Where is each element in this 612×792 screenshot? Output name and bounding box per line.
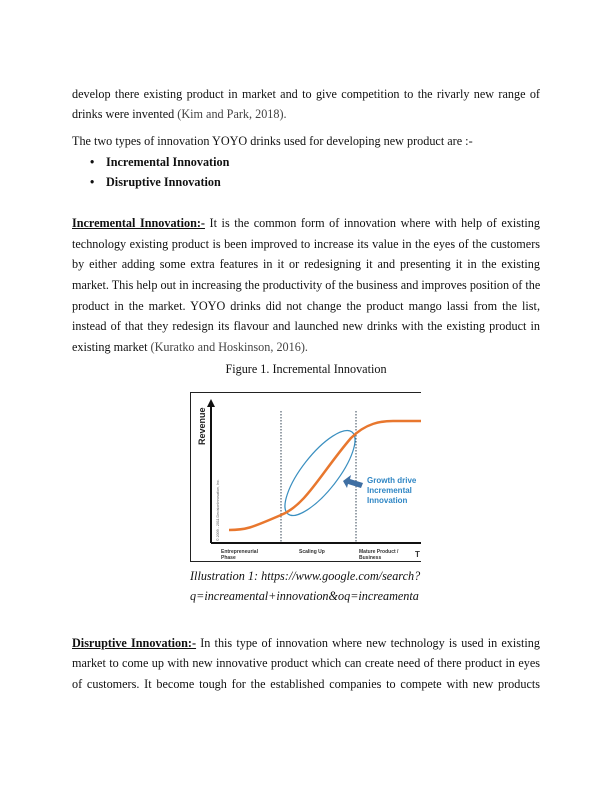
phase-label: Phase bbox=[221, 555, 236, 561]
annotation-line: Growth drive bbox=[367, 476, 417, 485]
figure-image bbox=[190, 392, 421, 562]
citation: (Kim and Park, 2018). bbox=[177, 107, 287, 121]
bullet-icon: • bbox=[90, 175, 95, 189]
body-text-line bbox=[72, 216, 540, 230]
illustration-caption: Illustration 1: https://www.google.com/search? bbox=[190, 569, 421, 583]
text: existing market bbox=[72, 340, 151, 354]
body-text-line: The two types of innovation YOYO drinks used for developing new product are :- bbox=[72, 134, 473, 148]
annotation-line: Incremental bbox=[367, 486, 412, 495]
body-text-line: technology existing product is been improved to increase its value in the eyes of the customers bbox=[72, 237, 540, 251]
body-text-line: of customers. It become tough for the established companies to compete with new products bbox=[72, 677, 540, 691]
arrow-icon bbox=[343, 475, 363, 488]
y-axis-label: Revenue bbox=[197, 407, 207, 445]
body-text-line bbox=[72, 636, 540, 650]
bullet-label: Incremental Innovation bbox=[106, 155, 230, 169]
body-text-line: instead of that they redesign its flavour and launched new drinks with the existing product in bbox=[72, 319, 540, 333]
body-text-line: by either adding some extra features in it or redesigning it and presenting it in the existing bbox=[72, 257, 540, 271]
body-text-line: develop there existing product in market and to give competition to the rivarly new range of bbox=[72, 87, 540, 101]
text: drinks were invented bbox=[72, 107, 178, 121]
phase-label: Business bbox=[359, 555, 382, 561]
body-text-line: market. This help out in increasing the productivity of the business and improves position of the bbox=[72, 278, 541, 292]
body-text-line: market to come up with new innovative product which can create need of there product in eyes bbox=[72, 656, 540, 670]
bullet-item bbox=[90, 155, 229, 169]
bullet-item bbox=[90, 175, 221, 189]
y-axis-arrow-icon bbox=[207, 399, 215, 407]
x-axis-label: T bbox=[415, 550, 420, 559]
annotation-line: Innovation bbox=[367, 496, 408, 505]
body-text-line bbox=[72, 107, 540, 121]
incremental-innovation-chart bbox=[191, 393, 421, 561]
figure-caption: Figure 1. Incremental Innovation bbox=[225, 362, 387, 376]
bullet-label: Disruptive Innovation bbox=[106, 175, 221, 189]
citation: (Kuratko and Hoskinson, 2016). bbox=[150, 340, 308, 354]
bullet-icon: • bbox=[90, 155, 95, 169]
phase-label: Entrepreneurial bbox=[221, 549, 258, 555]
body-text-line bbox=[72, 340, 540, 354]
phase-label: Mature Product / bbox=[359, 549, 399, 555]
phase-label: Scaling Up bbox=[299, 549, 325, 555]
illustration-caption: q=increamental+innovation&oq=increamenta bbox=[190, 589, 419, 603]
section-heading: Disruptive Innovation:- bbox=[72, 636, 197, 650]
text: In this type of innovation where new technology is used in existing bbox=[196, 636, 540, 650]
body-text-line: product in the market. YOYO drinks did not change the product mango lassi from the list, bbox=[72, 299, 540, 313]
section-heading: Incremental Innovation:- bbox=[72, 216, 205, 230]
text: It is the common form of innovation where with help of existing bbox=[204, 216, 540, 230]
copyright-text: © 2009 - 2011 DecisionInnovation, Inc. bbox=[216, 479, 220, 541]
